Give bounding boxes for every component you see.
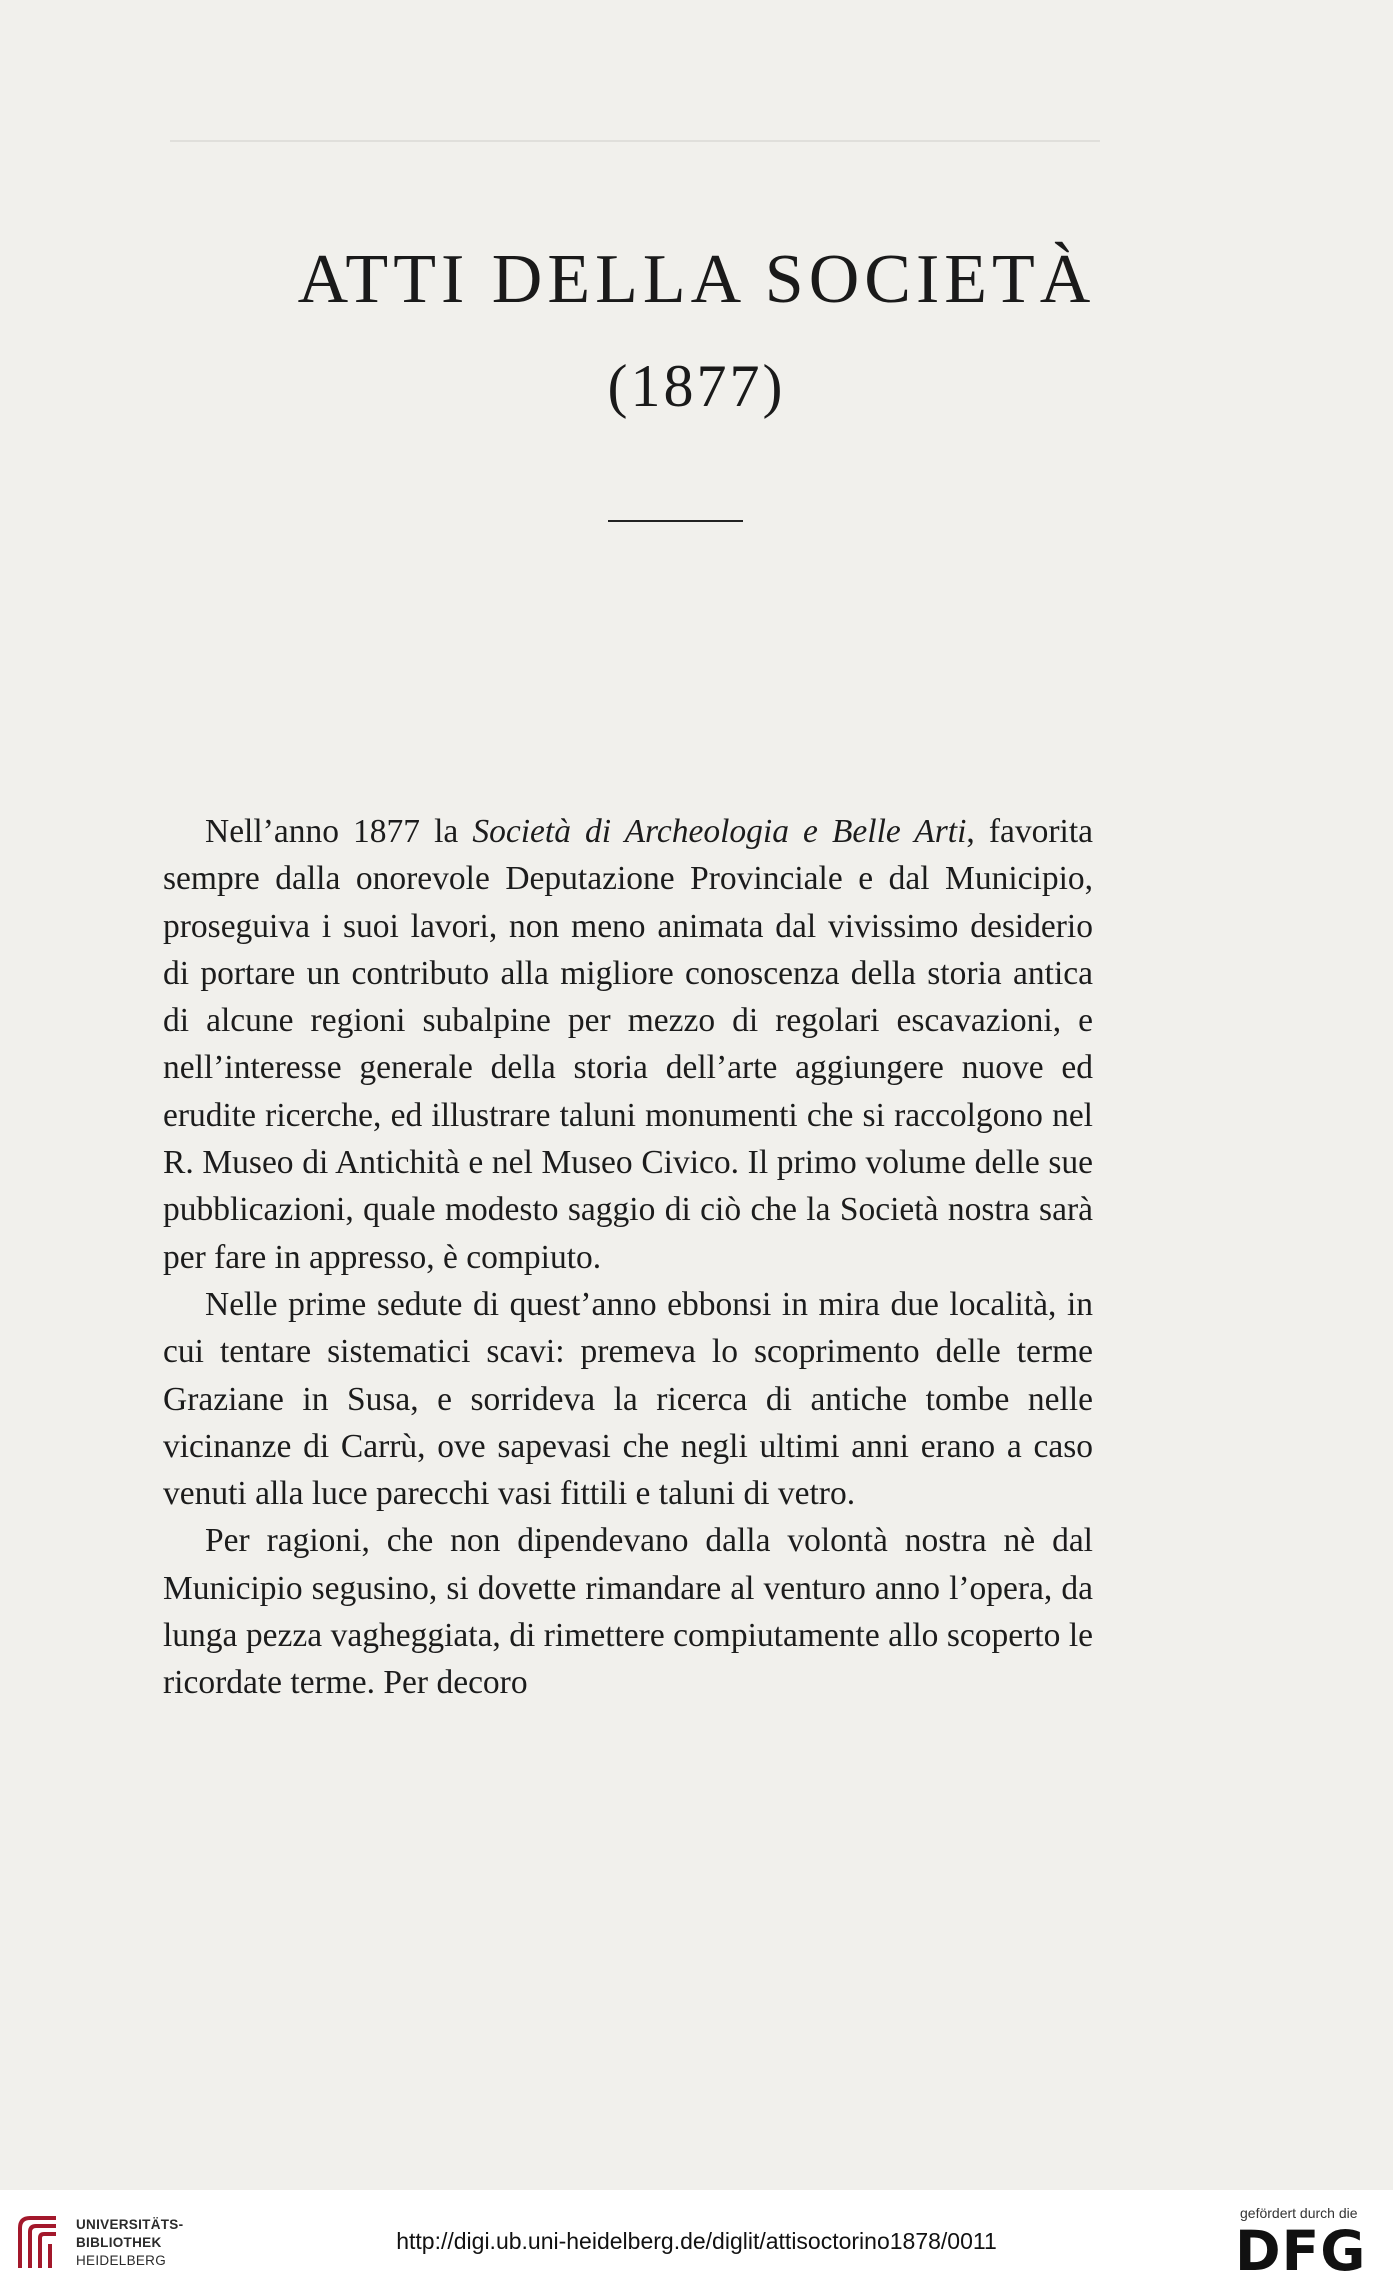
permalink-url[interactable]: http://digi.ub.uni-heidelberg.de/diglit/attisoctorino1878/0011 [396,2228,997,2254]
paragraph-2: Nelle prime sedute di quest’anno ebbonsi in mira due località, in cui tentare sistematici scavi: premeva lo scoprimento delle terme Graziane in Susa, e sorrideva la ricerca di antiche tombe nelle vicinanze di Carrù, ove sapevasi che negli ultimi anni erano a caso venuti alla luce parecchi vasi fittili e taluni di vetro. [163,1285,1093,1513]
body-text [163,808,1093,1707]
page-title: ATTI DELLA SOCIETÀ [297,241,1096,318]
page-year: (1877) [607,353,786,419]
footer [0,2190,1393,2295]
library-name: UNIVERSITÄTS- BIBLIOTHEK HEIDELBERG [76,2217,184,2268]
paragraph-1: Nell’anno 1877 la Società di Archeologia e Belle Arti, favorita sempre dalla onorevole Deputazione Provinciale e dal Municipio, proseguiva i suoi lavori, non meno animata dal vivissimo desiderio di portare un contributo alla migliore conoscenza della storia antica di alcune regioni subalpine per mezzo di regolari escavazioni, e nell’interesse generale della storia dell’arte aggiungere nuove ed erudite ricerche, ed illustrare taluni monumenti che si raccolgono nel R. Museo di Antichità e nel Museo Civico. Il primo volume delle sue pubblicazioni, quale modesto saggio di ciò che la Società nostra sarà per fare in appresso, è compiuto. [163,813,1093,1276]
paragraph-3: Per ragioni, che non dipendevano dalla volontà nostra nè dal Municipio segusino, si dovette rimandare al venturo anno l’opera, da lunga pezza vagheggiata, di rimettere compiutamente allo scoperto le ricordate terme. Per decoro [163,1522,1093,1702]
dfg-logo: DFG [1235,2219,1367,2283]
society-name: Società di Archeologia e Belle Arti [472,813,967,850]
show-through-rule [170,140,1100,142]
title-divider [608,520,743,522]
funding-caption: gefördert durch die [1240,2205,1358,2221]
